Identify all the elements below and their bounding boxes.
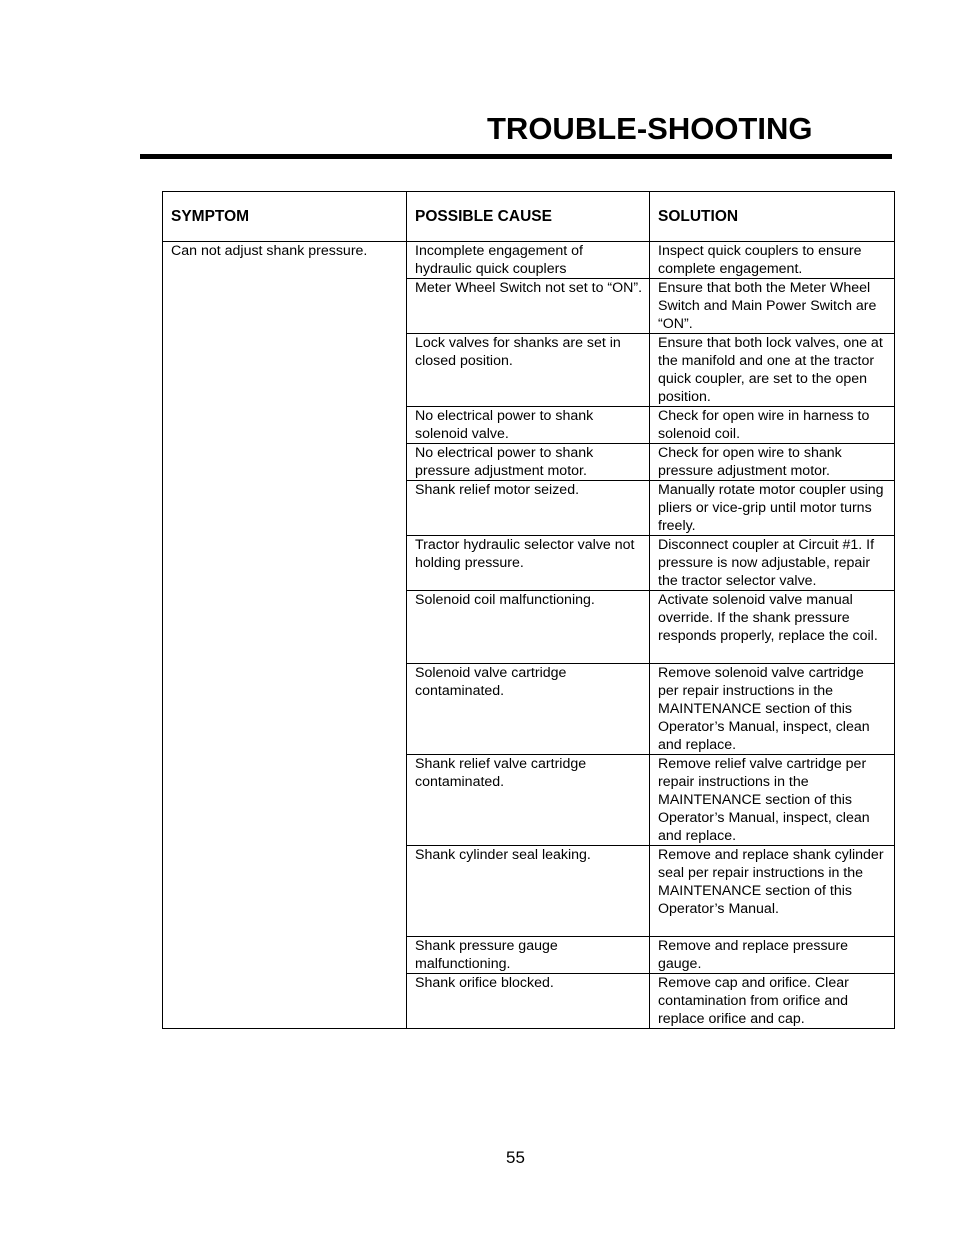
solution-cell: Ensure that both lock valves, one at the manifold and one at the tractor quick coupler, are set to the open position. — [650, 334, 895, 407]
title-rule — [140, 154, 892, 159]
symptom-cell: Can not adjust shank pressure. — [163, 242, 407, 1029]
cause-cell: Lock valves for shanks are set in closed position. — [407, 334, 650, 407]
solution-cell: Check for open wire to shank pressure adjustment motor. — [650, 444, 895, 481]
solution-cell: Remove solenoid valve cartridge per repair instructions in the MAINTENANCE section of this Operator’s Manual, inspect, clean and replace. — [650, 664, 895, 755]
cause-cell: Shank relief motor seized. — [407, 481, 650, 536]
solution-cell: Remove and replace shank cylinder seal per repair instructions in the MAINTENANCE section of this Operator’s Manual. — [650, 846, 895, 937]
cause-cell: No electrical power to shank pressure adjustment motor. — [407, 444, 650, 481]
header-symptom: SYMPTOM — [163, 192, 407, 242]
cause-cell: Solenoid valve cartridge contaminated. — [407, 664, 650, 755]
solution-cell: Check for open wire in harness to solenoid coil. — [650, 407, 895, 444]
cause-cell: No electrical power to shank solenoid valve. — [407, 407, 650, 444]
solution-cell: Inspect quick couplers to ensure complete engagement. — [650, 242, 895, 279]
page-title: TROUBLE-SHOOTING — [487, 111, 813, 146]
cause-cell: Shank relief valve cartridge contaminated. — [407, 755, 650, 846]
header-possible-cause: POSSIBLE CAUSE — [407, 192, 650, 242]
table-header-row — [163, 192, 895, 242]
solution-cell: Remove and replace pressure gauge. — [650, 937, 895, 974]
cause-cell: Tractor hydraulic selector valve not holding pressure. — [407, 536, 650, 591]
cause-cell: Shank cylinder seal leaking. — [407, 846, 650, 937]
header-solution: SOLUTION — [650, 192, 895, 242]
cause-cell: Solenoid coil malfunctioning. — [407, 591, 650, 664]
cause-cell: Incomplete engagement of hydraulic quick couplers — [407, 242, 650, 279]
page-number: 55 — [506, 1148, 525, 1167]
solution-cell: Ensure that both the Meter Wheel Switch and Main Power Switch are “ON”. — [650, 279, 895, 334]
cause-cell: Shank pressure gauge malfunctioning. — [407, 937, 650, 974]
solution-cell: Disconnect coupler at Circuit #1. If pressure is now adjustable, repair the tractor selector valve. — [650, 536, 895, 591]
solution-cell: Manually rotate motor coupler using pliers or vice-grip until motor turns freely. — [650, 481, 895, 536]
cause-cell: Meter Wheel Switch not set to “ON”. — [407, 279, 650, 334]
solution-cell: Activate solenoid valve manual override. If the shank pressure responds properly, replace the coil. — [650, 591, 895, 664]
solution-cell: Remove cap and orifice. Clear contamination from orifice and replace orifice and cap. — [650, 974, 895, 1029]
solution-cell: Remove relief valve cartridge per repair instructions in the MAINTENANCE section of this Operator’s Manual, inspect, clean and replace. — [650, 755, 895, 846]
cause-cell: Shank orifice blocked. — [407, 974, 650, 1029]
troubleshooting-table — [162, 191, 895, 1029]
table-row — [163, 242, 895, 279]
